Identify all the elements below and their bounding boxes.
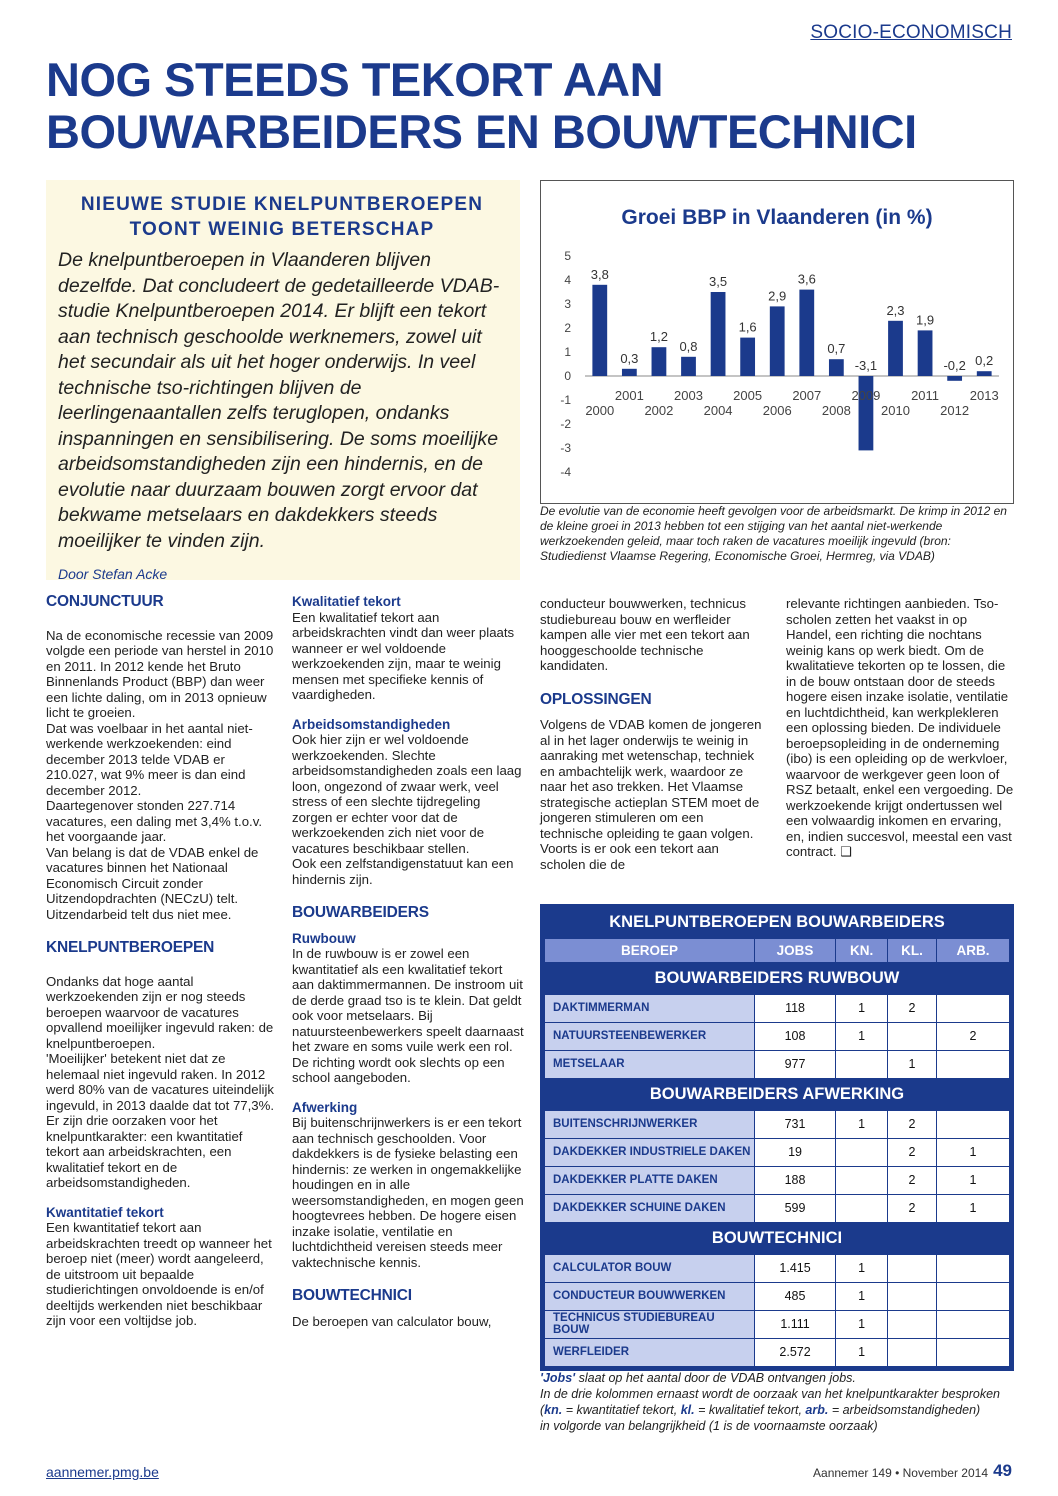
intro-heading-line-1: NIEUWE STUDIE KNELPUNTBEROEPEN [80, 194, 484, 215]
table-row [545, 994, 1010, 1022]
bar [652, 347, 667, 376]
bar-value-label: 3,6 [797, 271, 816, 287]
paragraph: Een kwantitatief tekort aan arbeidskrachten treedt op wanneer het beroep niet (meer) wordt aangeleerd, de uitstroom uit bepaalde studierichtingen onvoldoende is en/of deeltijds werkenden niet beschikbaar zijn voor een voltijdse job. [46, 1220, 272, 1328]
bar [947, 376, 962, 381]
column-1 [46, 594, 276, 1329]
cell-kl: 1 [888, 1050, 937, 1078]
x-tick-label: 2011 [911, 388, 940, 403]
cell-kl [888, 1338, 937, 1366]
y-tick-label: 0 [564, 369, 571, 383]
bar [740, 338, 755, 376]
cell-kl: 2 [888, 1166, 937, 1194]
paragraph: Er zijn drie oorzaken voor het knelpuntkarakter: een kwantitatief tekort aan arbeidskrachten, een kwalitatief tekort en de arbeidsomstandigheden. [46, 1113, 243, 1190]
cell-beroep: DAKDEKKER INDUSTRIELE DAKEN [545, 1138, 755, 1166]
bar [799, 290, 814, 376]
table-group-row [545, 1222, 1010, 1254]
column-2 [292, 594, 524, 1329]
table-group-row [545, 1078, 1010, 1110]
cell-beroep: NATUURSTEENBEWERKER [545, 1022, 755, 1050]
table-row [545, 1338, 1010, 1366]
paragraph: Van belang is dat de VDAB enkel de vacatures binnen het Nationaal Economisch Circuit zonder Uitzendopdrachten (NECzU) telt. Uitzendarbeid telt dus niet mee. [46, 844, 259, 922]
cell-kn [836, 1138, 888, 1166]
table-row [545, 1166, 1010, 1194]
heading-bouwarbeiders: BOUWARBEIDERS [292, 904, 429, 921]
cell-arb [936, 1338, 1009, 1366]
bar [829, 359, 844, 376]
cell-kn: 1 [836, 1338, 888, 1366]
cell-kl: 2 [888, 1194, 937, 1222]
bar-value-label: 1,6 [738, 319, 757, 335]
cell-kl: 2 [888, 994, 937, 1022]
bar-value-label: 0,3 [620, 350, 639, 366]
gdp-chart-svg [541, 181, 1013, 503]
bar-value-label: 1,9 [916, 312, 935, 328]
paragraph: Na de economische recessie van 2009 volgde een periode van herstel in 2010 en 2011. In 2012 kende het Bruto Binnenlands Product (BBP) dan weer een lichte daling, om in 2013 opnieuw licht te groeien. [46, 627, 274, 720]
paragraph: Daartegenover stonden 227.714 vacatures, een daling met 3,4% t.o.v. het voorgaande jaar. [46, 798, 263, 844]
bar [622, 369, 637, 376]
section-tag: SOCIO-ECONOMISCH [810, 22, 1012, 43]
column-header: BEROEP [545, 938, 755, 962]
x-tick-label: 2003 [674, 388, 703, 403]
cell-jobs: 108 [755, 1022, 836, 1050]
title-line-2: BOUWARBEIDERS EN BOUWTECHNICI [46, 105, 917, 158]
heading-bouwtechnici: BOUWTECHNICI [292, 1287, 412, 1304]
x-tick-label: 2002 [644, 403, 674, 418]
paragraph: 'Moeilijker' betekent niet dat ze helemaal niet ingevuld raken. In 2012 werd 80% van de vacatures uiteindelijk ingevuld, in 2013 daalde dat tot 77,3%. [46, 1051, 275, 1113]
x-tick-label: 2004 [703, 403, 733, 418]
note-kn-term: kn. [544, 1403, 563, 1417]
bar-value-label: -3,1 [854, 358, 878, 373]
heading-kwalitatief: Kwalitatief tekort [292, 594, 401, 609]
y-tick-label: 1 [564, 345, 571, 359]
chart-title: Groei BBP in Vlaanderen (in %) [621, 206, 933, 229]
cell-arb [936, 1254, 1009, 1282]
y-tick-label: -1 [560, 393, 571, 407]
bar [592, 285, 607, 376]
paragraph: Een kwalitatief tekort aan arbeidskrachten vindt dan weer plaats wanneer er wel voldoende werkzoekenden zijn, maar te weinig mensen met specifieke kennis of vaardigheden. [292, 609, 515, 702]
cell-beroep: METSELAAR [545, 1050, 755, 1078]
paragraph: In de ruwbouw is er zowel een kwantitatief als een kwalitatief tekort aan daktimmermannen. De instroom uit de derde graad tso is te klein. Dat geldt ook voor metselaars. Bij natuursteenbewerkers speelt daarnaast het zware en soms vuile werk een rol. De richting wordt ook slechts op een school aangeboden. [292, 946, 524, 1085]
cell-arb [936, 1050, 1009, 1078]
intro-heading-line-2: TOONT WEINIG BETERSCHAP [129, 219, 435, 240]
cell-arb [936, 1310, 1009, 1338]
cell-kl: 2 [888, 1138, 937, 1166]
intro-heading [58, 192, 506, 242]
paragraph: relevante richtingen aanbieden. Tso-scholen zetten het vaakst in op Handel, een richting die nochtans weinig kans op werk biedt. Om de kwalitatieve tekorten op te lossen, die in de bouw ontstaan door de steeds hogere eisen inzake isolatie, ventilatie en luchtdichtheid, kan werkplekleren een oplossing bieden. De individuele beroepsopleiding in de onderneming (ibo) is een opleiding op de werkvloer, waarvoor de werkgever geen loon of RSZ betaalt, enkel een vergoeding. De werkzoekende krijgt ondertussen wel een volwaardig inkomen en ervaring, en, indien succesvol, meestal een vast contract. ❑ [786, 596, 1014, 859]
table-group-title: BOUWARBEIDERS AFWERKING [545, 1078, 1010, 1110]
bar-value-label: 3,8 [590, 266, 609, 282]
bar [711, 292, 726, 376]
cell-kl [888, 1254, 937, 1282]
bar [977, 371, 992, 376]
table-row [545, 1254, 1010, 1282]
note-kl-text: = kwalitatief tekort, [694, 1403, 806, 1417]
table-row [545, 1194, 1010, 1222]
cell-beroep: CONDUCTEUR BOUWWERKEN [545, 1282, 755, 1310]
paragraph: Dat was voelbaar in het aantal niet-werkende werkzoekenden: eind december 2013 telde VDAB er 210.027, wat 9% meer is dan eind december 2012. [46, 720, 253, 798]
cell-jobs: 977 [755, 1050, 836, 1078]
cell-arb: 1 [936, 1194, 1009, 1222]
page-number: 49 [993, 1461, 1012, 1480]
heading-ruwbouw: Ruwbouw [292, 930, 356, 946]
table-row [545, 1310, 1010, 1338]
table-row [545, 1282, 1010, 1310]
bar [918, 330, 933, 376]
y-tick-label: 5 [564, 249, 571, 263]
x-tick-label: 2006 [762, 403, 792, 418]
cell-arb: 1 [936, 1166, 1009, 1194]
article-title [46, 54, 1026, 158]
note-kn-text: = kwantitatief tekort, [562, 1403, 681, 1417]
bar-value-label: 1,2 [649, 329, 668, 345]
table-row [545, 1138, 1010, 1166]
cell-jobs: 731 [755, 1110, 836, 1138]
cell-kn: 1 [836, 1310, 888, 1338]
cell-beroep: TECHNICUS STUDIEBUREAU BOUW [545, 1310, 755, 1338]
column-header: KL. [888, 938, 937, 962]
cell-kn: 1 [836, 1022, 888, 1050]
title-line-1: NOG STEEDS TEKORT AAN [46, 53, 664, 106]
paragraph: De beroepen van calculator bouw, [292, 1313, 492, 1329]
x-tick-label: 2005 [733, 388, 763, 403]
table-title: KNELPUNTBEROEPEN BOUWARBEIDERS [609, 913, 945, 932]
cell-jobs: 485 [755, 1282, 836, 1310]
table-title-row [545, 908, 1010, 938]
note-jobs-text: slaat op het aantal door de VDAB ontvangen jobs. [575, 1371, 856, 1385]
cell-kl: 2 [888, 1110, 937, 1138]
x-tick-label: 2008 [821, 403, 851, 418]
paragraph: conducteur bouwwerken, technicus studiebureau bouw en werfleider kampen alle vier met een tekort aan hooggeschoolde technische kandidaten. [540, 596, 750, 673]
bar-value-label: 2,3 [886, 302, 905, 318]
paragraph: Ondanks dat hoge aantal werkzoekenden zijn er nog steeds beroepen waarvoor de vacatures opvallend moeilijker ingevuld raken: de knelpuntberoepen. [46, 973, 274, 1051]
x-tick-label: 2010 [881, 403, 910, 418]
heading-oplossingen: OPLOSSINGEN [540, 690, 652, 708]
cell-jobs: 1.415 [755, 1254, 836, 1282]
bar-value-label: -0,2 [943, 358, 966, 373]
heading-knelpuntberoepen: KNELPUNTBEROEPEN [46, 939, 215, 956]
gdp-chart [540, 180, 1014, 504]
table-header-row [545, 938, 1010, 962]
table-group-title: BOUWARBEIDERS RUWBOUW [545, 962, 1010, 994]
heading-arbeidsomstandigheden: Arbeidsomstandigheden [292, 716, 451, 732]
cell-beroep: DAKTIMMERMAN [545, 994, 755, 1022]
cell-jobs: 1.111 [755, 1310, 836, 1338]
note-arb-term: arb. [805, 1403, 829, 1417]
cell-kl [888, 1282, 937, 1310]
cell-beroep: WERFLEIDER [545, 1338, 755, 1366]
cell-kn: 1 [836, 1282, 888, 1310]
heading-afwerking: Afwerking [292, 1099, 358, 1115]
table-row [545, 1050, 1010, 1078]
note-kl-term: kl. [680, 1403, 695, 1417]
paragraph: Ook hier zijn er wel voldoende werkzoekenden. Slechte arbeidsomstandigheden zoals een laag loon, ongezond of zwaar werk, veel stress of een slechte tijdregeling zorgen er echter voor dat de werkzoekenden zich niet voor de vacatures beschikbaar stellen. [292, 732, 522, 856]
bar-value-label: 0,7 [827, 341, 846, 357]
x-tick-label: 2013 [969, 388, 999, 403]
byline: Door Stefan Acke [58, 566, 168, 582]
chart-caption: De evolutie van de economie heeft gevolgen voor de arbeidsmarkt. De krimp in 2012 en de kleine groei in 2013 hebben tot een stijging van het aantal niet-werkende werkzoekenden geleid, maar toch raken de vacatures moeilijk ingevuld (bron: Studiedienst Vlaamse Regering, Economische Groei, Hermreg, via VDAB) [540, 504, 1007, 563]
y-tick-label: -2 [560, 417, 571, 431]
heading-kwantitatief: Kwantitatief tekort [46, 1204, 164, 1220]
cell-kn [836, 1194, 888, 1222]
bar [888, 321, 903, 376]
footer-magazine: Aannemer 149 • November 2014 [813, 1466, 988, 1480]
table-group-title: BOUWTECHNICI [545, 1222, 1010, 1254]
y-tick-label: 3 [564, 297, 571, 311]
bar-value-label: 0,8 [679, 338, 698, 354]
paragraph: Bij buitenschrijnwerkers is er een tekort aan technisch geschoolden. Voor dakdekkers is de fysieke belasting een hindernis: ze werken in ongemakkelijke houdingen en in alle weersomstandigheden, en mogen geen hoogtevrees hebben. De hogere eisen inzake isolatie, ventilatie en luchtdichtheid vereisen steeds meer vaktechnische kennis. [292, 1115, 524, 1270]
y-tick-label: -4 [560, 465, 571, 479]
bar [681, 357, 696, 376]
cell-jobs: 188 [755, 1166, 836, 1194]
note-arb-text: = arbeidsomstandigheden) [828, 1403, 981, 1417]
table-row [545, 1022, 1010, 1050]
paragraph: Volgens de VDAB komen de jongeren al in het lager onderwijs te weinig in aanraking met wetenschap, techniek en ambachtelijk werk, waardoor ze naar het aso trekken. Het Vlaamse strategische actieplan STEM moet de jongeren stimuleren om een technische opleiding te gaan volgen. Voorts is er ook een tekort aan scholen die de [540, 717, 762, 872]
intro-box [46, 180, 520, 580]
y-tick-label: 2 [564, 321, 571, 335]
column-4 [786, 596, 1016, 860]
bar-value-label: 0,2 [975, 353, 994, 369]
paragraph: Ook een zelfstandigenstatuut kan een hindernis zijn. [292, 856, 514, 887]
intro-text: De knelpuntberoepen in Vlaanderen blijven dezelfde. Dat concludeert de gedetailleerde VDAB-studie Knelpuntberoepen 2014. Er blijft een tekort aan technisch geschoolde werknemers, zowel uit het secundair als uit het hoger onderwijs. In veel technische tso-richtingen blijven de leerlingenaantallen zelfs teruglopen, ondanks inspanningen en sensibilisering. De soms moeilijke arbeidsomstandigheden zijn een hindernis, en de evolutie naar duurzaam bouwen zorgt ervoor dat bekwame metselaars en dakdekkers steeds moeilijker te vinden zijn. [58, 249, 500, 552]
cell-kn [836, 1166, 888, 1194]
bar-value-label: 2,9 [768, 288, 787, 304]
column-3 [540, 596, 766, 872]
cell-beroep: CALCULATOR BOUW [545, 1254, 755, 1282]
cell-beroep: DAKDEKKER PLATTE DAKEN [545, 1166, 755, 1194]
y-tick-label: 4 [564, 273, 571, 287]
table-note: 'Jobs' slaat op het aantal door de VDAB ontvangen jobs. In de drie kolommen ernaast wordt de oorzaak van het knelpuntkarakter besproken (kn. = kwantitatief tekort, kl. = kwalitatief tekort, arb. = arbeidsomstandigheden) in volgorde van belangrijkheid (1 is de voornaamste oorzaak) [540, 1371, 1000, 1433]
cell-arb: 2 [936, 1022, 1009, 1050]
cell-beroep: DAKDEKKER SCHUINE DAKEN [545, 1194, 755, 1222]
heading-conjunctuur: CONJUNCTUUR [46, 593, 164, 610]
x-tick-label: 2001 [614, 388, 644, 403]
y-tick-label: -3 [560, 441, 571, 455]
cell-arb: 1 [936, 1138, 1009, 1166]
note-line-4: in volgorde van belangrijkheid (1 is de voornaamste oorzaak) [540, 1419, 878, 1433]
x-tick-label: 2007 [792, 388, 822, 403]
cell-kn: 1 [836, 1110, 888, 1138]
cell-arb [936, 994, 1009, 1022]
bar [770, 306, 785, 376]
x-tick-label: 2009 [851, 388, 881, 403]
cell-kn: 1 [836, 994, 888, 1022]
x-tick-label: 2012 [940, 403, 970, 418]
cell-jobs: 118 [755, 994, 836, 1022]
cell-jobs: 2.572 [755, 1338, 836, 1366]
bar-value-label: 3,5 [709, 274, 728, 289]
cell-arb [936, 1110, 1009, 1138]
cell-kn [836, 1050, 888, 1078]
column-header: JOBS [755, 938, 836, 962]
table-row [545, 1110, 1010, 1138]
note-line-2: In de drie kolommen ernaast wordt de oorzaak van het knelpuntkarakter besproken [540, 1387, 1000, 1401]
cell-arb [936, 1282, 1009, 1310]
column-header: ARB. [936, 938, 1009, 962]
footer-url[interactable]: aannemer.pmg.be [46, 1464, 159, 1480]
cell-kn: 1 [836, 1254, 888, 1282]
x-tick-label: 2000 [585, 403, 615, 418]
column-header: KN. [836, 938, 888, 962]
cell-kl [888, 1022, 937, 1050]
knelpunt-table-grid [544, 908, 1010, 1367]
cell-jobs: 599 [755, 1194, 836, 1222]
knelpunt-table [540, 904, 1014, 1371]
cell-jobs: 19 [755, 1138, 836, 1166]
note-jobs-term: 'Jobs' [540, 1371, 576, 1385]
table-group-row [545, 962, 1010, 994]
cell-kl [888, 1310, 937, 1338]
cell-beroep: BUITENSCHRIJNWERKER [545, 1110, 755, 1138]
